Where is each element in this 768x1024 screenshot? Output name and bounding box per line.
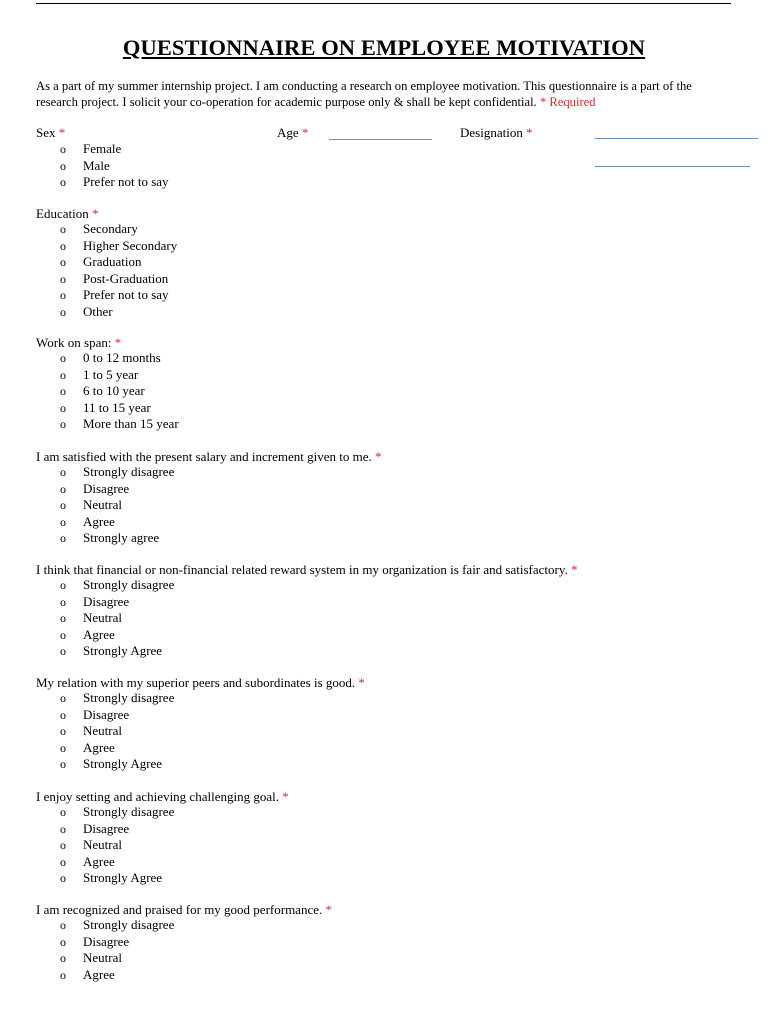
option-item[interactable] <box>0 287 400 304</box>
option-label: Disagree <box>83 820 130 836</box>
radio-bullet-icon[interactable]: o <box>60 594 66 609</box>
question-text: Work on span: <box>36 335 112 350</box>
option-label: 0 to 12 months <box>83 350 161 365</box>
option-item[interactable] <box>0 174 400 191</box>
option-label: Graduation <box>83 254 142 270</box>
option-list <box>0 464 400 547</box>
option-item[interactable] <box>0 837 400 854</box>
radio-bullet-icon[interactable]: o <box>60 611 66 626</box>
option-label: Female <box>83 141 122 156</box>
option-label: Agree <box>83 513 115 529</box>
required-asterisk: * <box>111 335 122 350</box>
question-text: I think that financial or non-financial related reward system in my organization is fair and satisfactory. <box>36 562 568 577</box>
option-list <box>0 690 400 773</box>
designation-label <box>460 125 533 141</box>
radio-bullet-icon[interactable]: o <box>60 175 66 190</box>
radio-bullet-icon[interactable]: o <box>60 871 66 886</box>
option-item[interactable] <box>0 400 400 417</box>
option-label: More than 15 year <box>83 416 179 432</box>
radio-bullet-icon[interactable]: o <box>60 578 66 592</box>
option-label: 1 to 5 year <box>83 366 139 382</box>
option-item[interactable] <box>0 254 400 271</box>
option-label: 11 to 15 year <box>83 399 151 415</box>
question-text: My relation with my superior peers and subordinates is good. <box>36 675 356 690</box>
radio-bullet-icon[interactable]: o <box>60 400 66 415</box>
radio-bullet-icon[interactable]: o <box>60 805 66 819</box>
question-label <box>36 562 578 578</box>
option-item[interactable] <box>0 740 400 757</box>
option-label: Higher Secondary <box>83 237 178 253</box>
option-item[interactable] <box>0 870 400 887</box>
radio-bullet-icon[interactable]: o <box>60 691 66 705</box>
radio-bullet-icon[interactable]: o <box>60 288 66 303</box>
option-label: Neutral <box>83 837 122 853</box>
option-list <box>0 577 400 660</box>
option-item[interactable] <box>0 141 400 158</box>
radio-bullet-icon[interactable]: o <box>60 838 66 853</box>
option-item[interactable] <box>0 271 400 288</box>
option-item[interactable] <box>0 514 400 531</box>
radio-bullet-icon[interactable]: o <box>60 222 66 236</box>
option-label: Strongly Agree <box>83 643 163 659</box>
option-label: Disagree <box>83 480 130 496</box>
question-label <box>36 449 381 465</box>
option-label: Strongly disagree <box>83 804 175 819</box>
option-item[interactable] <box>0 610 400 627</box>
option-item[interactable] <box>0 577 400 594</box>
radio-bullet-icon[interactable]: o <box>60 531 66 546</box>
option-item[interactable] <box>0 464 400 481</box>
option-item[interactable] <box>0 350 400 367</box>
question-text: I am satisfied with the present salary and increment given to me. <box>36 449 372 464</box>
option-label: Prefer not to say <box>83 174 169 190</box>
option-label: Post-Graduation <box>83 270 169 286</box>
sex-label-text: Sex <box>36 125 56 140</box>
option-label: 6 to 10 year <box>83 383 145 399</box>
required-note: * Required <box>539 94 596 109</box>
option-item[interactable] <box>0 934 400 951</box>
radio-bullet-icon[interactable]: o <box>60 238 66 253</box>
option-list <box>0 221 400 321</box>
option-label: Agree <box>83 966 115 982</box>
required-asterisk: * <box>355 675 365 690</box>
radio-bullet-icon[interactable]: o <box>60 627 66 642</box>
question-label <box>36 902 332 918</box>
age-input-line[interactable] <box>329 139 432 140</box>
option-item[interactable] <box>0 158 400 175</box>
radio-bullet-icon[interactable]: o <box>60 351 66 365</box>
option-item[interactable] <box>0 238 400 255</box>
option-label: Secondary <box>83 221 138 236</box>
radio-bullet-icon[interactable]: o <box>60 740 66 755</box>
required-asterisk: * <box>88 206 99 221</box>
radio-bullet-icon[interactable]: o <box>60 821 66 836</box>
radio-bullet-icon[interactable]: o <box>60 644 66 659</box>
question-text: I enjoy setting and achieving challenging goal. <box>36 789 279 804</box>
radio-bullet-icon[interactable]: o <box>60 967 66 982</box>
option-item[interactable] <box>0 367 400 384</box>
page-title: QUESTIONNAIRE ON EMPLOYEE MOTIVATION <box>122 35 646 60</box>
radio-bullet-icon[interactable]: o <box>60 465 66 479</box>
required-asterisk: * <box>322 902 332 917</box>
radio-bullet-icon[interactable]: o <box>60 384 66 399</box>
option-label: Agree <box>83 853 115 869</box>
question-label <box>36 789 289 805</box>
option-item[interactable] <box>0 756 400 773</box>
radio-bullet-icon[interactable]: o <box>60 255 66 270</box>
required-asterisk: * <box>301 125 309 140</box>
age-label-text: Age <box>277 125 299 140</box>
option-label: Agree <box>83 739 115 755</box>
option-item[interactable] <box>0 804 400 821</box>
option-label: Neutral <box>83 950 122 966</box>
option-label: Male <box>83 157 110 173</box>
option-label: Strongly disagree <box>83 690 175 705</box>
option-label: Other <box>83 303 113 319</box>
option-label: Disagree <box>83 706 130 722</box>
radio-bullet-icon[interactable]: o <box>60 854 66 869</box>
option-item[interactable] <box>0 221 400 238</box>
question-text: Education <box>36 206 89 221</box>
intro-text: As a part of my summer internship project. I am conducting a research on employee motivation. This questionnaire is a part of the research project. I solicit your co-operation for academic purpose only & shall be kept confidential. <box>36 79 692 109</box>
option-label: Strongly disagree <box>83 917 175 932</box>
option-item[interactable] <box>0 643 400 660</box>
option-item[interactable] <box>0 950 400 967</box>
sex-label <box>36 125 65 141</box>
radio-bullet-icon[interactable]: o <box>60 514 66 529</box>
radio-bullet-icon[interactable]: o <box>60 934 66 949</box>
radio-bullet-icon[interactable]: o <box>60 918 66 932</box>
option-label: Neutral <box>83 497 122 513</box>
radio-bullet-icon[interactable]: o <box>60 271 66 286</box>
radio-bullet-icon[interactable]: o <box>60 951 66 966</box>
radio-bullet-icon[interactable]: o <box>60 367 66 382</box>
intro-paragraph <box>36 79 736 110</box>
option-item[interactable] <box>0 967 400 984</box>
option-item[interactable] <box>0 723 400 740</box>
option-label: Disagree <box>83 933 130 949</box>
designation-label-text: Designation <box>460 125 523 140</box>
radio-bullet-icon[interactable]: o <box>60 158 66 173</box>
option-item[interactable] <box>0 707 400 724</box>
designation-input-line[interactable] <box>595 138 758 139</box>
radio-bullet-icon[interactable]: o <box>60 724 66 739</box>
option-list <box>0 141 400 191</box>
question-label <box>36 675 365 691</box>
radio-bullet-icon[interactable]: o <box>60 757 66 772</box>
radio-bullet-icon[interactable]: o <box>60 417 66 432</box>
question-label <box>36 335 121 351</box>
option-item[interactable] <box>0 854 400 871</box>
option-item[interactable] <box>0 917 400 934</box>
option-item[interactable] <box>0 481 400 498</box>
question-text: I am recognized and praised for my good performance. <box>36 902 323 917</box>
question-label <box>36 206 98 222</box>
radio-bullet-icon[interactable]: o <box>60 498 66 513</box>
designation-input-line-2[interactable] <box>595 166 750 167</box>
option-label: Strongly disagree <box>83 464 175 479</box>
option-label: Disagree <box>83 593 130 609</box>
option-label: Strongly Agree <box>83 756 163 772</box>
option-item[interactable] <box>0 690 400 707</box>
option-list <box>0 917 400 983</box>
option-label: Prefer not to say <box>83 287 169 303</box>
radio-bullet-icon[interactable]: o <box>60 707 66 722</box>
radio-bullet-icon[interactable]: o <box>60 304 66 319</box>
required-asterisk: * <box>58 125 66 140</box>
option-label: Neutral <box>83 610 122 626</box>
option-label: Strongly agree <box>83 530 160 546</box>
option-label: Strongly disagree <box>83 577 175 592</box>
option-item[interactable] <box>0 627 400 644</box>
option-list <box>0 804 400 887</box>
option-list <box>0 350 400 433</box>
option-item[interactable] <box>0 530 400 547</box>
radio-bullet-icon[interactable]: o <box>60 142 66 156</box>
option-label: Neutral <box>83 723 122 739</box>
required-asterisk: * <box>526 125 533 140</box>
option-label: Agree <box>83 626 115 642</box>
option-item[interactable] <box>0 594 400 611</box>
option-item[interactable] <box>0 821 400 838</box>
required-asterisk: * <box>371 449 382 464</box>
option-item[interactable] <box>0 383 400 400</box>
required-asterisk: * <box>278 789 289 804</box>
radio-bullet-icon[interactable]: o <box>60 481 66 496</box>
age-label <box>277 125 308 141</box>
required-asterisk: * <box>567 562 578 577</box>
option-item[interactable] <box>0 497 400 514</box>
option-item[interactable] <box>0 416 400 433</box>
top-rule <box>36 3 731 4</box>
option-label: Strongly Agree <box>83 870 163 886</box>
option-item[interactable] <box>0 304 400 321</box>
